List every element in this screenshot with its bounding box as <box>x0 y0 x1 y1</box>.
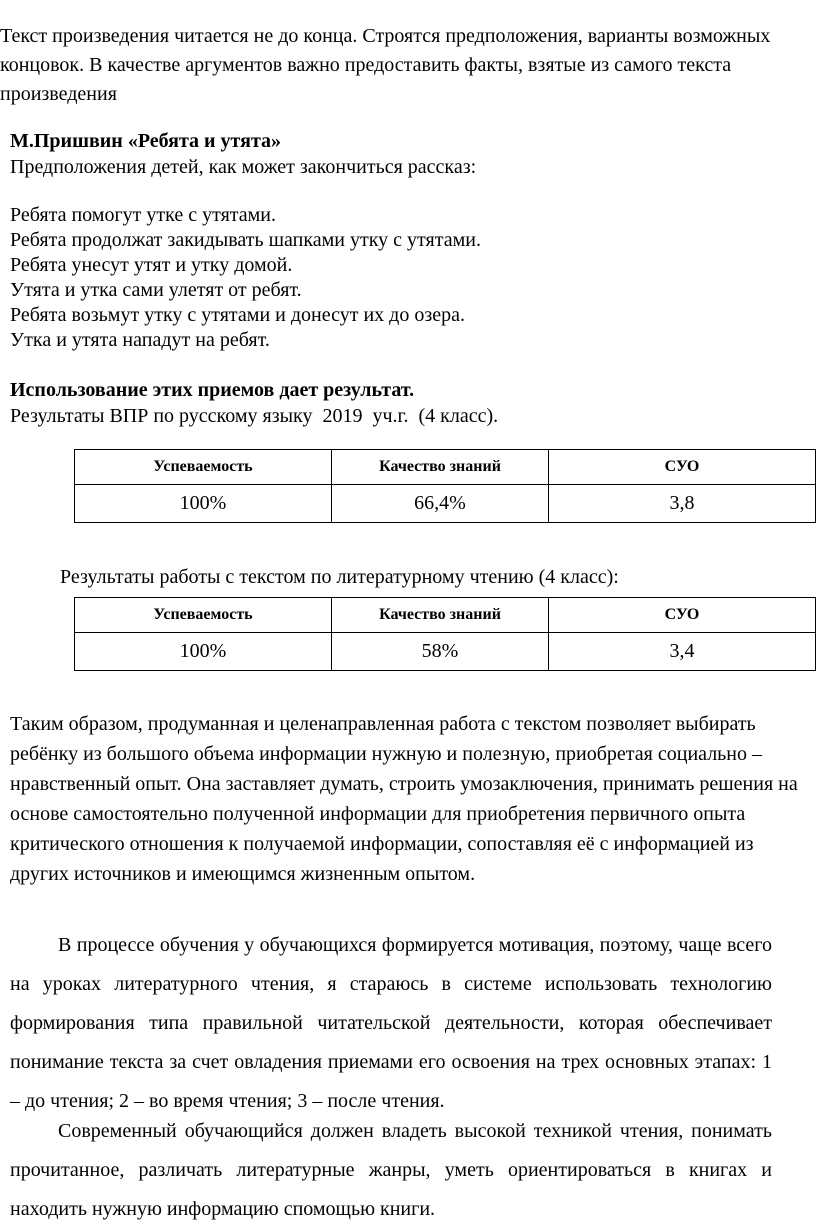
cell-suo: 3,8 <box>549 485 816 523</box>
reading-results-table <box>74 597 816 671</box>
guesses-lead: Предположения детей, как может закончиться рассказ: <box>10 156 477 178</box>
header-progress: Успеваемость <box>75 598 332 633</box>
table-header-row <box>75 598 816 633</box>
guess-item: Ребята продолжат закидывать шапками утку с утятами. <box>10 229 481 251</box>
header-quality: Качество знаний <box>332 598 549 633</box>
table-row <box>75 633 816 671</box>
cell-suo: 3,4 <box>549 633 816 671</box>
vpr-results-table <box>74 449 816 523</box>
result-heading: Использование этих приемов дает результат. <box>10 379 415 401</box>
guess-item: Ребята возьмут утку с утятами и донесут их до озера. <box>10 304 465 326</box>
motivation-paragraph: В процессе обучения у обучающихся формируется мотивация, поэтому, чаще всего на уроках литературного чтения, я стараюсь в системе использовать технологию формирования типа правильной читательской деятельности, которая обеспечивает понимание текста за счет овладения приемами его освоения на трех основных этапах: 1 – до чтения; 2 – во время чтения; 3 – после чтения. <box>10 934 772 1112</box>
header-suo: СУО <box>549 450 816 485</box>
summary-paragraph: Таким образом, продуманная и целенаправленная работа с текстом позволяет выбирать ребёнку из большого объема информации нужную и полезную, приобретая социально – нравственный опыт. Она заставляет думать, строить умозаключения, принимать решения на основе самостоятельно полученной информации для приобретения первичного опыта критического отношения к получаемой информации, сопоставляя её с информацией из других источников и имеющимся жизненным опытом. <box>10 713 798 885</box>
guess-item: Утята и утка сами улетят от ребят. <box>10 279 302 301</box>
header-suo: СУО <box>549 598 816 633</box>
cell-progress: 100% <box>75 485 332 523</box>
cell-quality: 66,4% <box>332 485 549 523</box>
guesses-list <box>10 203 481 353</box>
header-progress: Успеваемость <box>75 450 332 485</box>
reading-lead: Результаты работы с текстом по литературному чтению (4 класс): <box>60 566 619 588</box>
intro-text: Текст произведения читается не до конца. Строятся предположения, варианты возможных концовок. В качестве аргументов важно предоставить факты, взятые из самого текста произведения <box>0 25 771 105</box>
guess-item: Ребята унесут утят и утку домой. <box>10 254 293 276</box>
cell-quality: 58% <box>332 633 549 671</box>
guess-item: Утка и утята нападут на ребят. <box>10 329 270 351</box>
guess-item: Ребята помогут утке с утятами. <box>10 204 277 226</box>
table-row <box>75 485 816 523</box>
cell-progress: 100% <box>75 633 332 671</box>
story-title: М.Пришвин «Ребята и утята» <box>10 130 282 152</box>
modern-student-paragraph: Современный обучающийся должен владеть высокой техникой чтения, понимать прочитанное, различать литературные жанры, уметь ориентироваться в книгах и находить нужную информацию спомощью книги. <box>10 1120 772 1220</box>
vpr-lead: Результаты ВПР по русскому языку 2019 уч.г. (4 класс). <box>10 405 499 427</box>
table-header-row <box>75 450 816 485</box>
header-quality: Качество знаний <box>332 450 549 485</box>
